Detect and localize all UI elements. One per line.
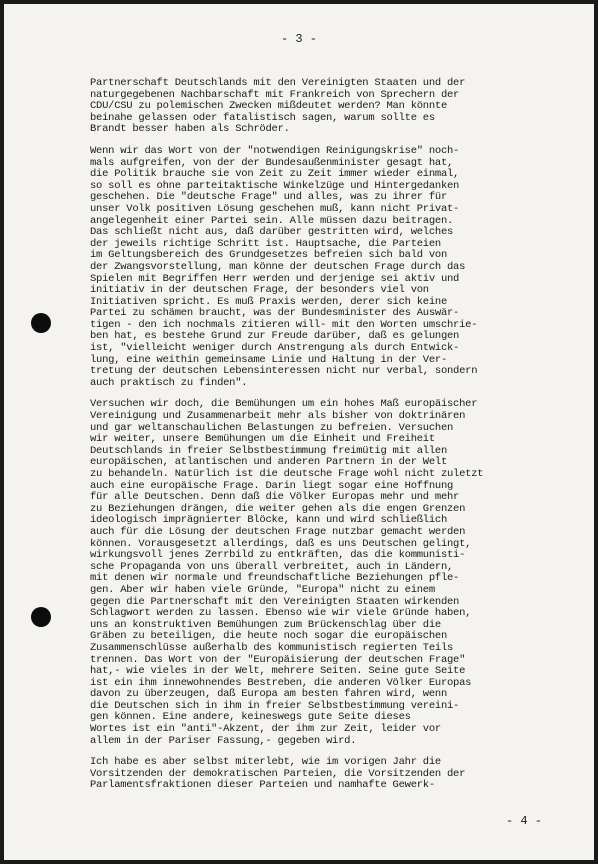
text-line: Partei zu schämen braucht, was der Bundesminister des Auswär-: [90, 307, 460, 320]
text-line: im Geltungsbereich des Grundgesetzes befreien sich bald von: [90, 249, 448, 262]
text-line: beinahe gelassen oder fatalistisch sagen, warum sollte es: [90, 111, 435, 124]
text-line: können. Vorausgesetzt allerdings, daß es uns Deutschen gelingt,: [90, 537, 472, 550]
text-line: die Politik brauche sie von Zeit zu Zeit immer wieder einmal,: [90, 168, 460, 181]
text-line: hat,- wie vieles in der Welt, mehrere Seiten. Seine gute Seite: [90, 665, 466, 678]
text-line: mit denen wir normale und freundschaftliche Beziehungen pfle-: [90, 572, 460, 585]
text-line: für alle Deutschen. Denn daß die Völker Europas mehr und mehr: [90, 491, 460, 504]
paragraph: [90, 399, 568, 747]
text-line: unser Volk positiven Lösung geschehen muß, kann nicht Privat-: [90, 202, 460, 215]
text-line: Das schließt nicht aus, daß darüber gestritten wird, welches: [90, 226, 454, 239]
text-line: Ich habe es aber selbst miterlebt, wie im vorigen Jahr die: [90, 756, 441, 769]
text-line: Zusammenschlüsse außerhalb des kommunistisch regierten Teils: [90, 641, 454, 654]
punch-hole: [31, 607, 51, 627]
text-line: Versuchen wir doch, die Bemühungen um ein hohes Maß europäischer: [90, 398, 478, 411]
text-line: Partnerschaft Deutschlands mit den Vereinigten Staaten und der: [90, 77, 466, 89]
text-line: lung, eine weithin gemeinsame Linie und Haltung in der Ver-: [90, 353, 448, 366]
text-line: zu behandeln. Natürlich ist die deutsche Frage wohl nicht zuletzt: [90, 468, 484, 480]
text-line: mals aufgreifen, von der der Bundesaußenminister gesagt hat,: [90, 156, 454, 169]
text-line: naturgegebenen Nachbarschaft mit Frankreich von Sprechern der: [90, 88, 460, 101]
document-page: [4, 4, 594, 860]
text-line: wir weiter, unsere Bemühungen um die Einheit und Freiheit: [90, 433, 435, 446]
text-line: ben hat, es bestehe Grund zur Freude darüber, daß es gelungen: [90, 330, 460, 343]
body-text: [90, 78, 568, 802]
punch-hole: [31, 313, 51, 333]
text-line: Wenn wir das Wort von der "notwendigen Reinigungskrise" noch-: [90, 144, 460, 157]
text-line: Schlagwort werden zu lassen. Ebenso wie wir viele Gründe haben,: [90, 607, 472, 620]
text-line: zu Beziehungen drängen, die weiter gehen als die engen Grenzen: [90, 502, 466, 515]
text-line: auch eine europäische Frage. Darin liegt sogar eine Hoffnung: [90, 479, 454, 492]
text-line: Vorsitzenden der demokratischen Parteien, die Vorsitzenden der: [90, 767, 466, 780]
text-line: CDU/CSU zu polemischen Zwecken mißdeutet werden? Man könnte: [90, 100, 448, 113]
paragraph: [90, 146, 568, 389]
text-line: angelegenheit einer Partei sein. Alle müssen dazu beitragen.: [90, 214, 454, 227]
text-line: trennen. Das Wort von der "Europäisierung der deutschen Frage": [90, 653, 466, 666]
text-line: die Deutschen sich in ihm in freier Selbstbestimmung vereini-: [90, 699, 460, 712]
text-line: europäischen, atlantischen und anderen Partnern in der Welt: [90, 456, 448, 469]
page-number: - 3 -: [280, 32, 317, 46]
text-line: tigen - den ich nochmals zitieren will- mit den Worten umschrie-: [90, 318, 478, 331]
text-line: ideologisch imprägnierter Blöcke, kann und wird schließlich: [90, 514, 448, 527]
text-line: und gar weltanschaulichen Belastungen zu befreien. Versuchen: [90, 421, 454, 434]
paragraph: [90, 78, 568, 136]
text-line: davon zu überzeugen, daß Europa am besten fahren wird, wenn: [90, 688, 448, 701]
text-line: so soll es ohne parteitaktische Winkelzüge und Hintergedanken: [90, 179, 460, 192]
text-line: Parlamentsfraktionen dieser Parteien und namhafte Gewerk-: [90, 779, 435, 792]
text-line: wirkungsvoll jenes Zerrbild zu entkräften, das die kommunisti-: [90, 549, 466, 562]
paragraph: [90, 757, 568, 792]
text-line: allem in der Pariser Fassung,- gegeben wird.: [90, 734, 357, 747]
text-line: uns an konstruktiven Bemühungen zum Brückenschlag über die: [90, 618, 441, 631]
text-line: der jeweils richtige Schritt ist. Hauptsache, die Parteien: [90, 237, 441, 250]
text-line: sche Propaganda von uns überall verbreitet, auch in Ländern,: [90, 560, 454, 573]
text-line: auch praktisch zu finden".: [90, 376, 248, 389]
next-page-number: - 4 -: [505, 814, 542, 828]
text-line: Wortes ist ein "anti"-Akzent, der ihm zur Zeit, leider vor: [90, 723, 441, 736]
text-line: gegen die Partnerschaft mit den Vereinigten Staaten wirkenden: [90, 595, 460, 608]
text-line: Initiativen spricht. Es muß Praxis werden, derer sich keine: [90, 295, 448, 308]
text-line: Deutschlands in freier Selbstbestimmung freimütig mit allen: [90, 444, 448, 457]
text-line: initiativ in der deutschen Frage, der besonders viel von: [90, 284, 429, 297]
text-line: geschehen. Die "deutsche Frage" und alles, was zu ihrer für: [90, 191, 448, 204]
text-line: der Zwangsvorstellung, man könne der deutschen Frage durch das: [90, 260, 466, 273]
text-line: tretung der deutschen Lebensinteressen nicht nur verbal, sondern: [90, 365, 478, 378]
text-line: gen können. Eine andere, keineswegs gute Seite dieses: [90, 711, 411, 724]
text-line: Gräben zu beteiligen, die heute noch sogar die europäischen: [90, 630, 448, 643]
text-line: gen. Aber wir haben viele Gründe, "Europa" nicht zu einem: [90, 583, 435, 596]
text-line: auch für die Lösung der deutschen Frage nutzbar gemacht werden: [90, 525, 466, 538]
text-line: Spielen mit Begriffen Herr werden und derjenige sei aktiv und: [90, 272, 460, 285]
text-line: Vereinigung und Zusammenarbeit mehr als bisher von doktrinären: [90, 410, 466, 423]
text-line: ist ein ihm innewohnendes Bestreben, die anderen Völker Europas: [90, 676, 472, 689]
text-line: ist, "vielleicht weniger durch Anstrengung als durch Entwick-: [90, 342, 460, 355]
text-line: Brandt besser haben als Schröder.: [90, 123, 290, 136]
